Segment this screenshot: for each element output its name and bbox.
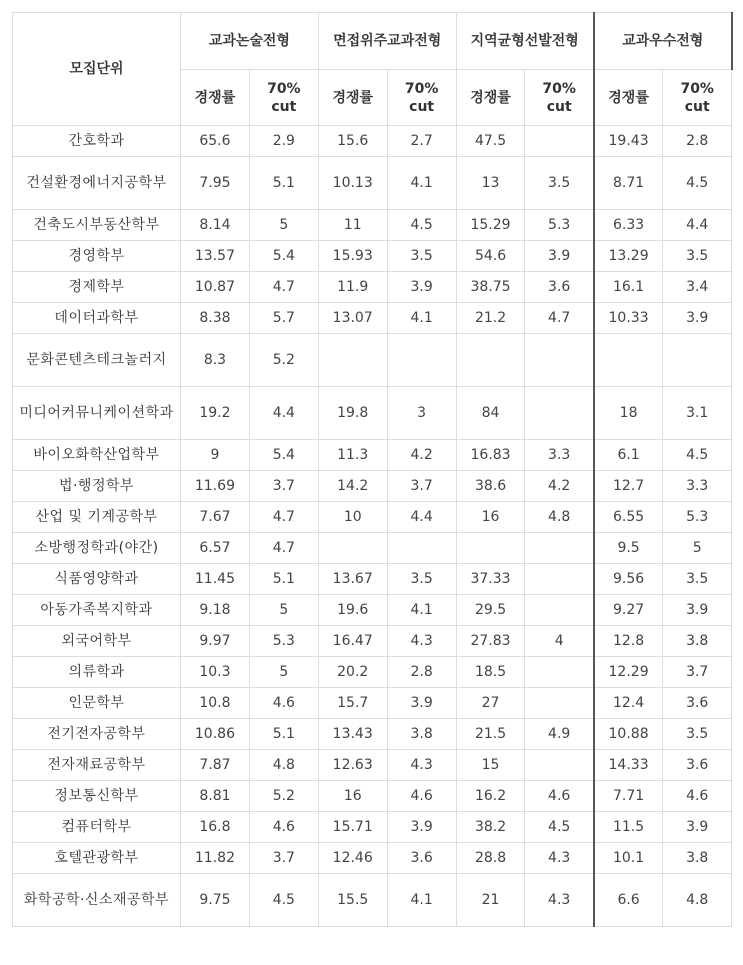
table-row [13,812,732,843]
dept-name-cell: 문화콘텐츠테크놀러지 [13,334,181,387]
header-group-excellence: 교과우수전형 [594,13,732,70]
header-cut-label: cut [409,98,435,115]
cut-cell: 3.5 [387,564,456,595]
cut-cell: 4.4 [249,387,318,440]
rate-cell: 13.57 [181,241,250,272]
rate-cell: 16.8 [181,812,250,843]
cut-cell: 5.1 [249,157,318,210]
dept-name-cell: 간호학과 [13,126,181,157]
cut-cell [525,387,594,440]
table-row [13,502,732,533]
rate-cell: 19.2 [181,387,250,440]
rate-cell: 15.93 [318,241,387,272]
cut-cell: 4.7 [525,303,594,334]
rate-cell: 16 [318,781,387,812]
cut-cell: 4.3 [387,626,456,657]
cut-cell: 4.5 [249,874,318,927]
rate-cell: 12.29 [594,657,663,688]
header-group-regional: 지역균형선발전형 [456,13,594,70]
cut-cell: 4.7 [249,533,318,564]
rate-cell: 12.4 [594,688,663,719]
header-group-interview: 면접위주교과전형 [318,13,456,70]
cut-cell: 4.2 [387,440,456,471]
dept-name-cell: 건설환경에너지공학부 [13,157,181,210]
table-row [13,210,732,241]
rate-cell: 12.46 [318,843,387,874]
table-row [13,595,732,626]
rate-cell: 8.81 [181,781,250,812]
cut-cell: 4.3 [525,843,594,874]
competition-table-container [12,12,731,927]
cut-cell: 5 [249,595,318,626]
rate-cell: 15 [456,750,525,781]
dept-name-cell: 데이터과학부 [13,303,181,334]
rate-cell: 11.69 [181,471,250,502]
cut-cell: 4.8 [525,502,594,533]
rate-cell: 16.83 [456,440,525,471]
rate-cell: 14.33 [594,750,663,781]
rate-cell: 9.56 [594,564,663,595]
dept-name-cell: 건축도시부동산학부 [13,210,181,241]
rate-cell: 19.43 [594,126,663,157]
cut-cell: 4.7 [249,502,318,533]
cut-cell: 5.4 [249,241,318,272]
dept-name-cell: 법·행정학부 [13,471,181,502]
rate-cell: 7.87 [181,750,250,781]
dept-name-cell: 의류학과 [13,657,181,688]
cut-cell: 4.6 [663,781,732,812]
dept-name-cell: 소방행정학과(야간) [13,533,181,564]
rate-cell: 9 [181,440,250,471]
rate-cell: 38.6 [456,471,525,502]
cut-cell: 5.4 [249,440,318,471]
rate-cell: 15.29 [456,210,525,241]
cut-cell: 3.6 [663,750,732,781]
cut-cell [387,334,456,387]
rate-cell: 11.3 [318,440,387,471]
cut-cell: 4 [525,626,594,657]
cut-cell: 4.8 [663,874,732,927]
rate-cell: 12.63 [318,750,387,781]
dept-name-cell: 아동가족복지학과 [13,595,181,626]
dept-name-cell: 컴퓨터학부 [13,812,181,843]
cut-cell [525,564,594,595]
header-cut-percent: 70% [542,80,576,97]
rate-cell: 13 [456,157,525,210]
rate-cell: 15.71 [318,812,387,843]
cut-cell: 5.1 [249,719,318,750]
rate-cell: 8.38 [181,303,250,334]
rate-cell: 6.6 [594,874,663,927]
cut-cell: 5.3 [525,210,594,241]
dept-name-cell: 경영학부 [13,241,181,272]
cut-cell: 5.2 [249,334,318,387]
table-row [13,471,732,502]
competition-rate-table [12,12,733,927]
rate-cell: 12.8 [594,626,663,657]
cut-cell: 4.5 [663,157,732,210]
cut-cell [525,657,594,688]
rate-cell: 13.43 [318,719,387,750]
rate-cell: 38.2 [456,812,525,843]
rate-cell: 10.1 [594,843,663,874]
rate-cell: 10.8 [181,688,250,719]
header-cut-percent: 70% [267,80,301,97]
rate-cell: 47.5 [456,126,525,157]
dept-name-cell: 전기전자공학부 [13,719,181,750]
cut-cell [525,334,594,387]
cut-cell: 4.5 [525,812,594,843]
cut-cell: 5 [249,657,318,688]
rate-cell: 37.33 [456,564,525,595]
rate-cell: 16.1 [594,272,663,303]
cut-cell: 4.6 [249,812,318,843]
rate-cell: 54.6 [456,241,525,272]
cut-cell: 3.5 [663,241,732,272]
table-body [13,126,732,927]
rate-cell: 38.75 [456,272,525,303]
cut-cell [525,126,594,157]
rate-cell: 15.5 [318,874,387,927]
cut-cell: 5.3 [663,502,732,533]
rate-cell: 7.71 [594,781,663,812]
rate-cell [318,334,387,387]
table-row [13,657,732,688]
table-row [13,440,732,471]
dept-name-cell: 전자재료공학부 [13,750,181,781]
rate-cell [318,533,387,564]
rate-cell: 21 [456,874,525,927]
cut-cell: 4.5 [663,440,732,471]
dept-name-cell: 인문학부 [13,688,181,719]
header-cut-2 [525,70,594,126]
rate-cell: 16.47 [318,626,387,657]
header-cut-percent: 70% [404,80,439,97]
table-row [13,241,732,272]
rate-cell: 16 [456,502,525,533]
cut-cell: 5 [249,210,318,241]
rate-cell: 18.5 [456,657,525,688]
table-row [13,533,732,564]
cut-cell [387,533,456,564]
cut-cell: 5.1 [249,564,318,595]
rate-cell: 8.3 [181,334,250,387]
table-row [13,843,732,874]
cut-cell: 4.6 [249,688,318,719]
header-rate-0: 경쟁률 [181,70,250,126]
cut-cell: 4.9 [525,719,594,750]
header-cut-label: cut [546,98,572,115]
cut-cell [525,688,594,719]
header-cut-label: cut [271,98,297,115]
header-cut-3 [663,70,732,126]
rate-cell: 7.67 [181,502,250,533]
rate-cell: 11.5 [594,812,663,843]
rate-cell: 8.71 [594,157,663,210]
rate-cell: 29.5 [456,595,525,626]
rate-cell [456,533,525,564]
rate-cell: 10.87 [181,272,250,303]
cut-cell: 4.1 [387,595,456,626]
cut-cell: 3 [387,387,456,440]
cut-cell: 4.3 [525,874,594,927]
cut-cell: 4.1 [387,157,456,210]
rate-cell: 10.13 [318,157,387,210]
cut-cell: 3.9 [387,272,456,303]
rate-cell: 7.95 [181,157,250,210]
cut-cell: 4.3 [387,750,456,781]
cut-cell: 4.1 [387,874,456,927]
header-cut-percent: 70% [680,80,714,97]
cut-cell: 4.8 [249,750,318,781]
rate-cell: 27 [456,688,525,719]
header-cut-0 [249,70,318,126]
cut-cell: 4.6 [387,781,456,812]
cut-cell: 2.8 [387,657,456,688]
table-row [13,387,732,440]
rate-cell: 9.27 [594,595,663,626]
rate-cell: 16.2 [456,781,525,812]
table-row [13,303,732,334]
rate-cell: 9.75 [181,874,250,927]
rate-cell: 19.8 [318,387,387,440]
cut-cell: 4.4 [387,502,456,533]
rate-cell: 13.07 [318,303,387,334]
table-row [13,874,732,927]
cut-cell: 4.2 [525,471,594,502]
header-rate-2: 경쟁률 [456,70,525,126]
rate-cell: 10.3 [181,657,250,688]
table-row [13,564,732,595]
rate-cell: 12.7 [594,471,663,502]
rate-cell: 10.86 [181,719,250,750]
cut-cell: 3.8 [387,719,456,750]
table-row [13,272,732,303]
cut-cell: 3.9 [663,812,732,843]
rate-cell: 11 [318,210,387,241]
cut-cell [525,533,594,564]
rate-cell: 8.14 [181,210,250,241]
cut-cell: 3.6 [387,843,456,874]
cut-cell: 3.9 [525,241,594,272]
cut-cell: 3.3 [525,440,594,471]
cut-cell: 4.1 [387,303,456,334]
cut-cell: 3.7 [387,471,456,502]
rate-cell: 20.2 [318,657,387,688]
rate-cell: 6.33 [594,210,663,241]
cut-cell: 5.2 [249,781,318,812]
rate-cell: 11.82 [181,843,250,874]
cut-cell: 3.9 [663,303,732,334]
rate-cell: 21.2 [456,303,525,334]
cut-cell: 3.1 [663,387,732,440]
cut-cell: 3.5 [387,241,456,272]
rate-cell: 11.45 [181,564,250,595]
dept-name-cell: 경제학부 [13,272,181,303]
dept-name-cell: 화학공학·신소재공학부 [13,874,181,927]
rate-cell: 19.6 [318,595,387,626]
table-row [13,126,732,157]
cut-cell: 3.7 [249,471,318,502]
cut-cell: 3.9 [387,812,456,843]
header-group-essay: 교과논술전형 [181,13,319,70]
rate-cell: 14.2 [318,471,387,502]
table-row [13,688,732,719]
rate-cell: 15.7 [318,688,387,719]
header-cut-label: cut [684,98,710,115]
rate-cell: 6.57 [181,533,250,564]
cut-cell [525,750,594,781]
rate-cell: 27.83 [456,626,525,657]
rate-cell: 10.33 [594,303,663,334]
dept-name-cell: 호텔관광학부 [13,843,181,874]
cut-cell: 3.8 [663,843,732,874]
table-row [13,334,732,387]
cut-cell: 4.6 [525,781,594,812]
dept-name-cell: 외국어학부 [13,626,181,657]
header-rate-1: 경쟁률 [318,70,387,126]
dept-name-cell: 산업 및 기계공학부 [13,502,181,533]
header-unit: 모집단위 [13,13,181,126]
table-row [13,626,732,657]
cut-cell: 3.6 [663,688,732,719]
cut-cell: 4.4 [663,210,732,241]
cut-cell: 3.5 [525,157,594,210]
rate-cell: 18 [594,387,663,440]
cut-cell [525,595,594,626]
rate-cell: 84 [456,387,525,440]
cut-cell: 3.5 [663,719,732,750]
rate-cell [594,334,663,387]
cut-cell: 3.3 [663,471,732,502]
cut-cell: 3.7 [663,657,732,688]
rate-cell: 10.88 [594,719,663,750]
rate-cell: 6.55 [594,502,663,533]
rate-cell: 13.67 [318,564,387,595]
cut-cell: 3.7 [249,843,318,874]
dept-name-cell: 미디어커뮤니케이션학과 [13,387,181,440]
cut-cell: 3.5 [663,564,732,595]
rate-cell: 9.5 [594,533,663,564]
header-cut-1 [387,70,456,126]
cut-cell: 3.9 [663,595,732,626]
table-row [13,781,732,812]
cut-cell: 4.5 [387,210,456,241]
dept-name-cell: 정보통신학부 [13,781,181,812]
rate-cell: 11.9 [318,272,387,303]
cut-cell: 5.7 [249,303,318,334]
rate-cell: 21.5 [456,719,525,750]
cut-cell: 3.8 [663,626,732,657]
table-header [13,13,732,126]
rate-cell: 10 [318,502,387,533]
cut-cell [663,334,732,387]
dept-name-cell: 식품영양학과 [13,564,181,595]
header-rate-3: 경쟁률 [594,70,663,126]
cut-cell: 5.3 [249,626,318,657]
cut-cell: 3.6 [525,272,594,303]
rate-cell: 9.18 [181,595,250,626]
dept-name-cell: 바이오화학산업학부 [13,440,181,471]
cut-cell: 3.4 [663,272,732,303]
cut-cell: 2.7 [387,126,456,157]
rate-cell: 65.6 [181,126,250,157]
table-row [13,719,732,750]
rate-cell: 13.29 [594,241,663,272]
cut-cell: 5 [663,533,732,564]
table-row [13,157,732,210]
rate-cell: 28.8 [456,843,525,874]
cut-cell: 2.9 [249,126,318,157]
rate-cell [456,334,525,387]
cut-cell: 3.9 [387,688,456,719]
table-row [13,750,732,781]
cut-cell: 4.7 [249,272,318,303]
rate-cell: 15.6 [318,126,387,157]
cut-cell: 2.8 [663,126,732,157]
rate-cell: 6.1 [594,440,663,471]
rate-cell: 9.97 [181,626,250,657]
